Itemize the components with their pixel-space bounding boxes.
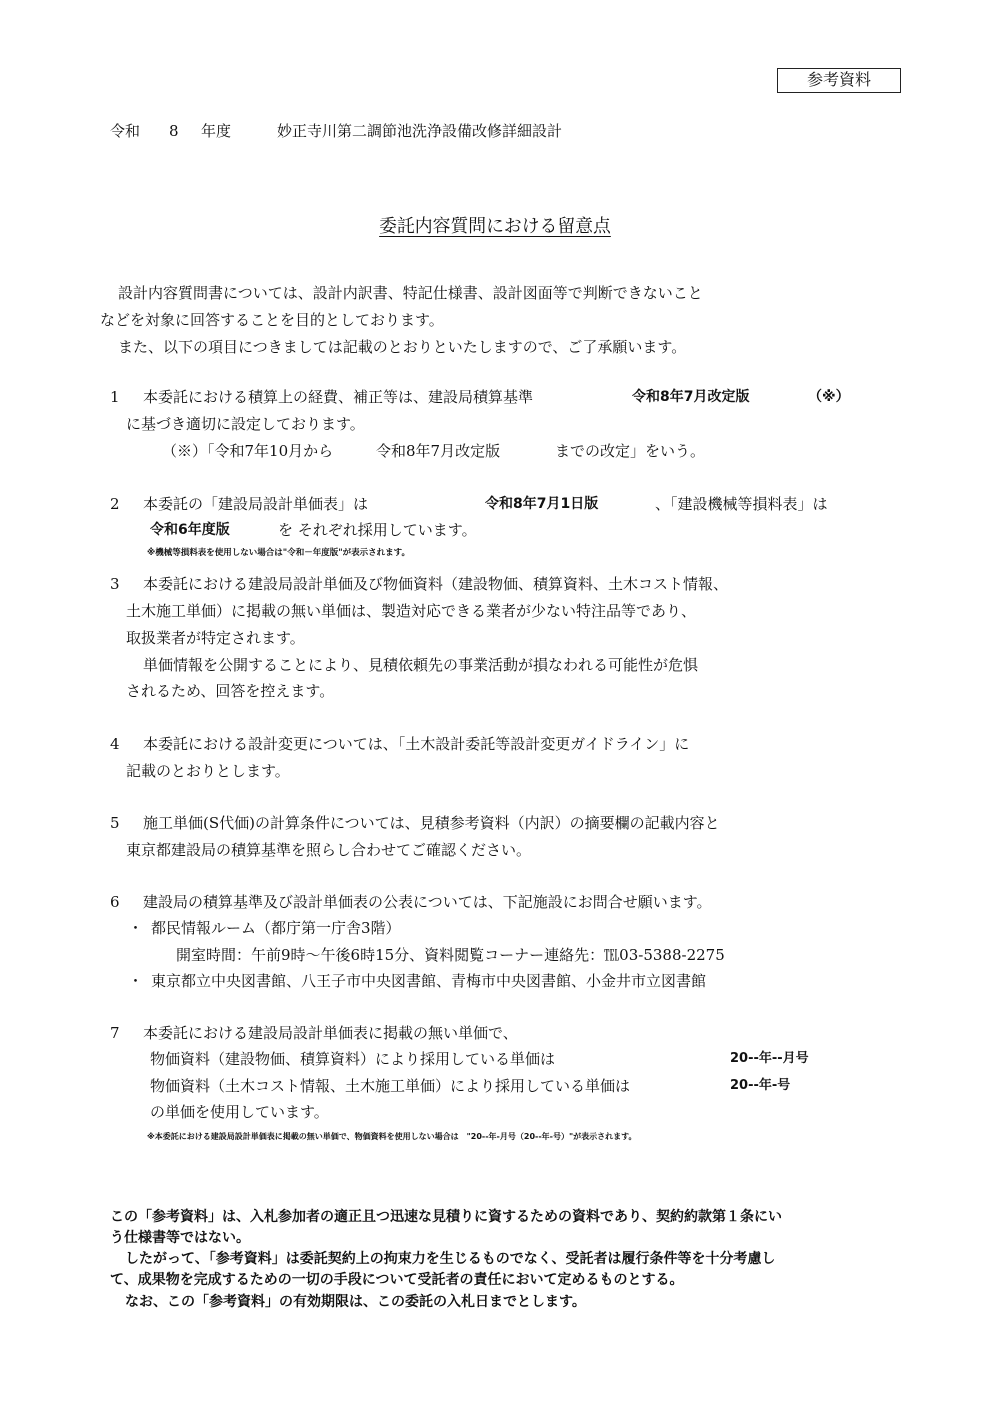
item-2-machine-rate-version: 令和6年度版	[150, 522, 230, 538]
item-7-row-2: 物価資料（土木コスト情報、土木施工単価）により採用している単価は	[150, 1077, 631, 1095]
item-7-number: 7	[110, 1024, 120, 1042]
item-6-line-1: 建設局の積算基準及び設計単価表の公表については、下記施設にお問合せ願います。	[143, 893, 712, 911]
intro-line-2: などを対象に回答することを目的としております。	[100, 311, 444, 329]
item-5-number: 5	[110, 814, 120, 832]
header-project-name: 妙正寺川第二調節池洗浄設備改修詳細設計	[277, 122, 563, 140]
item-3-line-4: 単価情報を公開することにより、見積依頼先の事業活動が損なわれる可能性が危惧	[143, 656, 699, 674]
footer-line-2: う仕様書等ではない。	[110, 1230, 250, 1246]
item-7-row-2-value: 20--年-号	[730, 1078, 791, 1093]
item-1-text: 本委託における積算上の経費、補正等は、建設局積算基準	[143, 388, 534, 406]
footer-line-4: て、成果物を完成するための一切の手段について受託者の責任において定めるものとする。	[110, 1272, 684, 1288]
item-4-number: 4	[110, 735, 120, 753]
item-7-row-1: 物価資料（建設物価、積算資料）により採用している単価は	[150, 1050, 556, 1068]
item-3-number: 3	[110, 575, 120, 593]
intro-line-1: 設計内容質問書については、設計内訳書、特記仕様書、設計図面等で判断できないこと	[118, 284, 703, 302]
page-title-text: 委託内容質問における留意点	[379, 216, 611, 237]
item-2-number: 2	[110, 495, 120, 513]
item-4-line-2: 記載のとおりとします。	[126, 762, 290, 780]
item-2-unit-price-version: 令和8年7月1日版	[485, 496, 599, 512]
footer-line-5: なお、この「参考資料」の有効期限は、この委託の入札日までとします。	[125, 1294, 586, 1310]
item-6-place-1: 都民情報ルーム（都庁第一庁舎3階）	[151, 919, 401, 937]
item-4-line-1: 本委託における設計変更については、「土木設計委託等設計変更ガイドライン」に	[143, 735, 690, 753]
item-7-line-4: の単価を使用しています。	[150, 1103, 329, 1121]
footer-line-3: したがって、「参考資料」は委託契約上の拘束力を生じるものでなく、受託者は履行条件等を十分考慮し	[125, 1251, 776, 1267]
item-3-line-5: されるため、回答を控えます。	[126, 682, 335, 700]
item-6-bullet-1: ・	[128, 919, 144, 937]
item-3-line-2: 土木施工単価）に掲載の無い単価は、製造対応できる業者が少ない特注品等であり、	[126, 602, 697, 620]
item-2-text-c: を それぞれ採用しています。	[278, 521, 477, 539]
item-7-note: ※本委託における建設局設計単価表に掲載の無い単価で、物価資料を使用しない場合は "20--年-月号（20--年-号）"が表示されます。	[147, 1132, 637, 1141]
item-6-opening-hours: 開室時間：午前9時～午後6時15分、資料閲覧コーナー連絡先：℡03-5388-2275	[176, 946, 725, 964]
header-year-suffix: 年度	[201, 122, 232, 140]
item-6-place-2: 東京都立中央図書館、八王子市中央図書館、青梅市中央図書館、小金井市立図書館	[151, 972, 707, 990]
item-2-text-a: 本委託の「建設局設計単価表」は	[143, 495, 369, 513]
item-3-line-1: 本委託における建設局設計単価及び物価資料（建設物価、積算資料、土木コスト情報、	[143, 575, 729, 593]
item-7-line-1: 本委託における建設局設計単価表に掲載の無い単価で、	[143, 1024, 518, 1042]
item-5-line-2: 東京都建設局の積算基準を照らし合わせてご確認ください。	[126, 841, 532, 859]
item-1-note-a: （※）「令和7年10月から	[162, 442, 334, 460]
reference-material-badge: 参考資料	[777, 68, 901, 93]
item-1-note-b: 令和8年7月改定版	[376, 442, 501, 460]
item-6-number: 6	[110, 893, 120, 911]
item-7-row-1-value: 20--年--月号	[730, 1051, 809, 1066]
item-3-line-3: 取扱業者が特定されます。	[126, 629, 305, 647]
footer-line-1: この「参考資料」は、入札参加者の適正且つ迅速な見積りに資するための資料であり、契約約款第１条にい	[110, 1209, 782, 1225]
header-era: 令和	[110, 122, 141, 140]
item-2-note: ※機械等損料表を使用しない場合は"令和－年度版"が表示されます。	[147, 548, 410, 558]
item-6-bullet-2: ・	[128, 972, 144, 990]
header-year: 8	[169, 122, 179, 140]
item-2-text-b: 、「建設機械等損料表」は	[655, 495, 828, 513]
item-1-number: 1	[110, 388, 120, 406]
intro-line-3: また、以下の項目につきましては記載のとおりといたしますので、ご了承願います。	[118, 338, 687, 356]
page-title	[0, 215, 990, 239]
item-1-note-c: までの改定」をいう。	[555, 442, 706, 460]
item-1-standard-version: 令和8年7月改定版	[632, 389, 750, 405]
item-1-line-2: に基づき適切に設定しております。	[126, 415, 365, 433]
item-1-mark: （※）	[808, 389, 850, 405]
item-5-line-1: 施工単価(S代価)の計算条件については、見積参考資料（内訳）の摘要欄の記載内容と	[143, 814, 720, 832]
